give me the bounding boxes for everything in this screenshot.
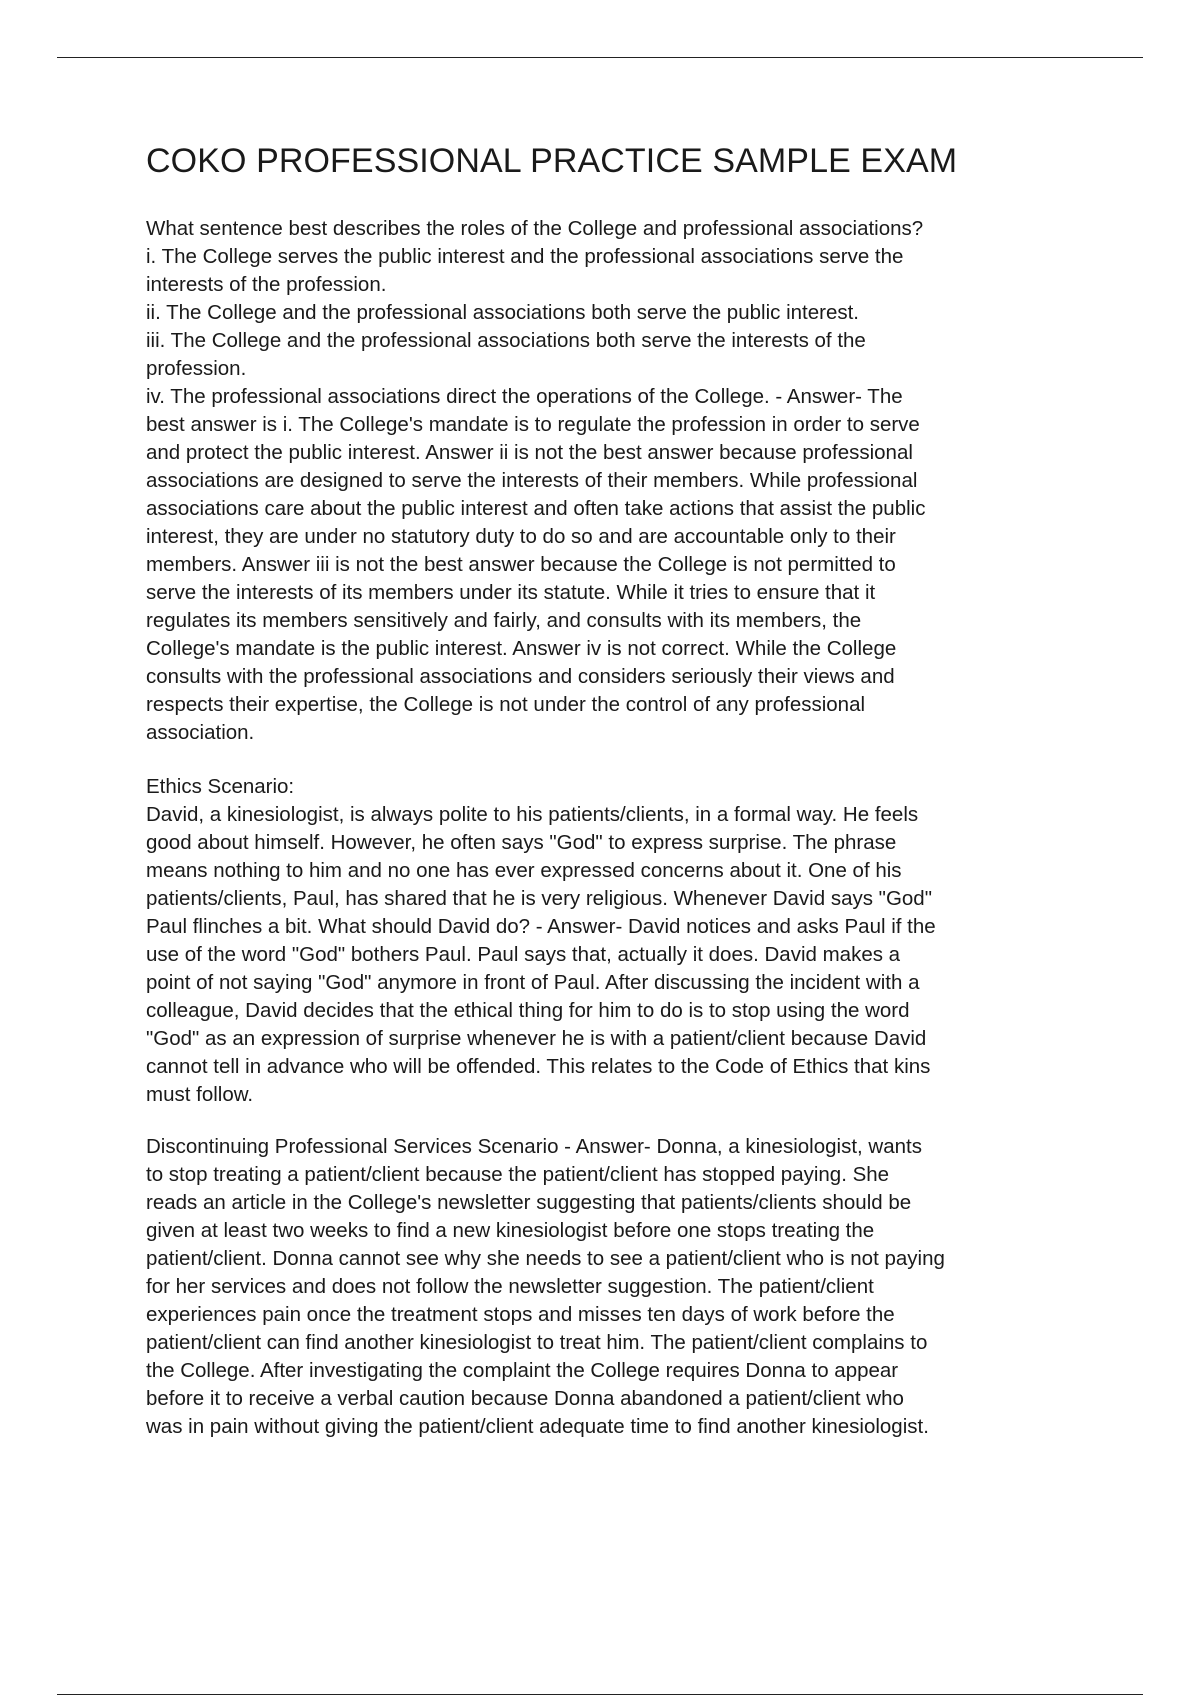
bottom-divider: [57, 1694, 1143, 1695]
text-line: and protect the public interest. Answer ii is not the best answer because professional: [146, 441, 913, 464]
text-line: point of not saying "God" anymore in front of Paul. After discussing the incident with a: [146, 971, 920, 994]
question-roles-paragraph: [146, 215, 925, 747]
text-line: Discontinuing Professional Services Scenario - Answer- Donna, a kinesiologist, wants: [146, 1135, 922, 1158]
text-line: iv. The professional associations direct the operations of the College. - Answer- The: [146, 385, 903, 408]
text-line: patients/clients, Paul, has shared that he is very religious. Whenever David says "God": [146, 887, 932, 910]
text-line: means nothing to him and no one has ever expressed concerns about it. One of his: [146, 859, 902, 882]
text-line: best answer is i. The College's mandate is to regulate the profession in order to serve: [146, 413, 920, 436]
text-line: College's mandate is the public interest. Answer iv is not correct. While the College: [146, 637, 897, 660]
text-line: cannot tell in advance who will be offended. This relates to the Code of Ethics that kins: [146, 1055, 931, 1078]
text-line: given at least two weeks to find a new kinesiologist before one stops treating the: [146, 1219, 875, 1242]
text-line: interest, they are under no statutory duty to do so and are accountable only to their: [146, 525, 896, 548]
text-line: iii. The College and the professional associations both serve the interests of the: [146, 329, 866, 352]
text-line: use of the word "God" bothers Paul. Paul says that, actually it does. David makes a: [146, 943, 901, 966]
page-title: COKO PROFESSIONAL PRACTICE SAMPLE EXAM: [146, 142, 958, 180]
text-line: patient/client. Donna cannot see why she needs to see a patient/client who is not paying: [146, 1247, 945, 1270]
text-line: Ethics Scenario:: [146, 775, 295, 798]
text-line: colleague, David decides that the ethical thing for him to do is to stop using the word: [146, 999, 910, 1022]
text-line: associations care about the public interest and often take actions that assist the public: [146, 497, 926, 520]
text-line: What sentence best describes the roles of the College and professional associations?: [146, 217, 924, 240]
top-divider: [57, 57, 1143, 58]
text-line: must follow.: [146, 1083, 254, 1106]
text-line: ii. The College and the professional associations both serve the public interest.: [146, 301, 859, 324]
text-line: "God" as an expression of surprise whenever he is with a patient/client because David: [146, 1027, 927, 1050]
text-line: profession.: [146, 357, 247, 380]
text-line: the College. After investigating the complaint the College requires Donna to appear: [146, 1359, 899, 1382]
text-line: serve the interests of its members under its statute. While it tries to ensure that it: [146, 581, 876, 604]
text-line: members. Answer iii is not the best answer because the College is not permitted to: [146, 553, 896, 576]
text-line: respects their expertise, the College is not under the control of any professional: [146, 693, 866, 716]
text-line: David, a kinesiologist, is always polite to his patients/clients, in a formal way. He feels: [146, 803, 919, 826]
text-line: to stop treating a patient/client because the patient/client has stopped paying. She: [146, 1163, 890, 1186]
text-line: interests of the profession.: [146, 273, 387, 296]
text-line: i. The College serves the public interest and the professional associations serve the: [146, 245, 904, 268]
text-line: reads an article in the College's newsletter suggesting that patients/clients should be: [146, 1191, 912, 1214]
text-line: patient/client can find another kinesiologist to treat him. The patient/client complains to: [146, 1331, 928, 1354]
text-line: experiences pain once the treatment stops and misses ten days of work before the: [146, 1303, 895, 1326]
text-line: good about himself. However, he often says "God" to express surprise. The phrase: [146, 831, 897, 854]
text-line: consults with the professional associations and considers seriously their views and: [146, 665, 895, 688]
discontinuing-services-paragraph: [146, 1133, 945, 1441]
text-line: before it to receive a verbal caution because Donna abandoned a patient/client who: [146, 1387, 904, 1410]
text-line: association.: [146, 721, 255, 744]
text-line: regulates its members sensitively and fairly, and consults with its members, the: [146, 609, 862, 632]
text-line: was in pain without giving the patient/client adequate time to find another kinesiologist.: [146, 1415, 929, 1438]
text-line: for her services and does not follow the newsletter suggestion. The patient/client: [146, 1275, 874, 1298]
ethics-scenario-paragraph: [146, 773, 936, 1109]
text-line: Paul flinches a bit. What should David do? - Answer- David notices and asks Paul if the: [146, 915, 936, 938]
text-line: associations are designed to serve the interests of their members. While professional: [146, 469, 918, 492]
